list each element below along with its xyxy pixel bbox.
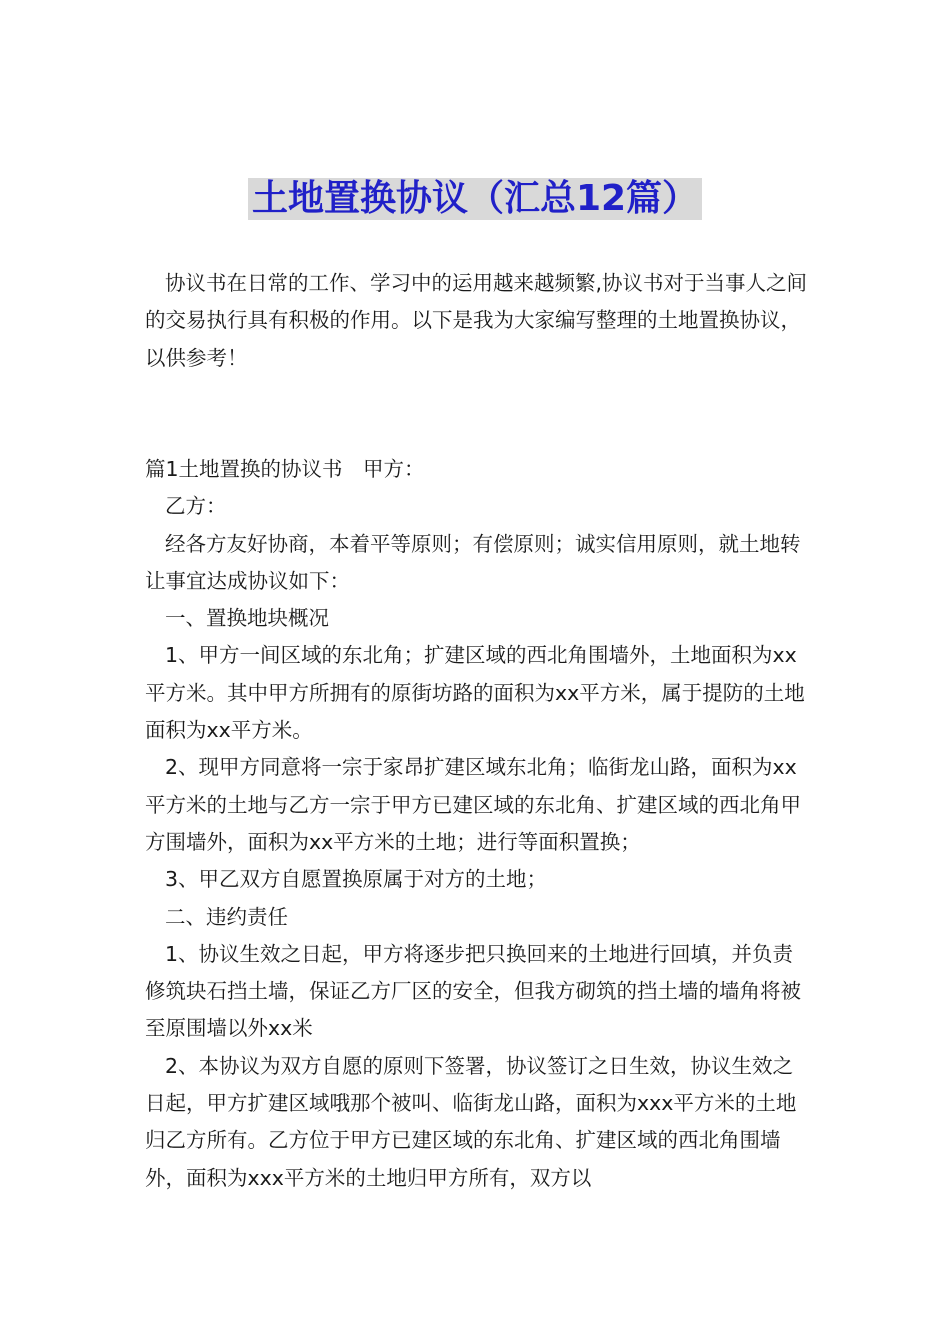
subheading-liability: 二、违约责任 — [165, 904, 288, 929]
party-b-line: 乙方： — [165, 494, 227, 519]
title-container — [0, 178, 950, 220]
paragraph-liability-1: 1、协议生效之日起，甲方将逐步把只换回来的土地进行回填，并负责修筑块石挡土墙，保证乙方厂区的安全，但我方砌筑的挡土墙的墙角将被至原围墙以外xx米 — [145, 941, 801, 1041]
paragraph-item-1: 1、甲方一间区域的东北角；扩建区域的西北角围墙外，土地面积为xx平方米。其中甲方所拥有的原街坊路的面积为xx平方米，属于提防的土地面积为xx平方米。 — [145, 643, 805, 743]
paragraph-item-3: 3、甲乙双方自愿置换原属于对方的土地； — [165, 867, 548, 892]
paragraph-preamble: 经各方友好协商，本着平等原则；有偿原则；诚实信用原则，就土地转让事宜达成协议如下： — [145, 531, 801, 593]
paragraph-liability-2: 2、本协议为双方自愿的原则下签署，协议签订之日生效，协议生效之日起，甲方扩建区域哦那个被叫、临街龙山路，面积为xxx平方米的土地归乙方所有。乙方位于甲方已建区域的东北角、扩建区域的西北角围墙外，面积为xxx平方米的土地归甲方所有，双方以 — [145, 1053, 797, 1190]
intro-paragraph: 协议书在日常的工作、学习中的运用越来越频繁,协议书对于当事人之间的交易执行具有积极的作用。以下是我为大家编写整理的土地置换协议，以供参考！ — [145, 271, 808, 370]
subheading-land-overview: 一、置换地块概况 — [165, 606, 329, 631]
document-title: 土地置换协议（汇总12篇） — [248, 178, 702, 220]
section-heading: 篇1土地置换的协议书 甲方： — [145, 457, 425, 481]
section-1 — [145, 451, 807, 1197]
intro-block — [145, 265, 807, 377]
paragraph-item-2: 2、现甲方同意将一宗于家昂扩建区域东北角；临街龙山路，面积为xx平方米的土地与乙方一宗于甲方已建区域的东北角、扩建区域的西北角甲方围墙外，面积为xx平方米的土地；进行等面积置换； — [145, 755, 801, 854]
